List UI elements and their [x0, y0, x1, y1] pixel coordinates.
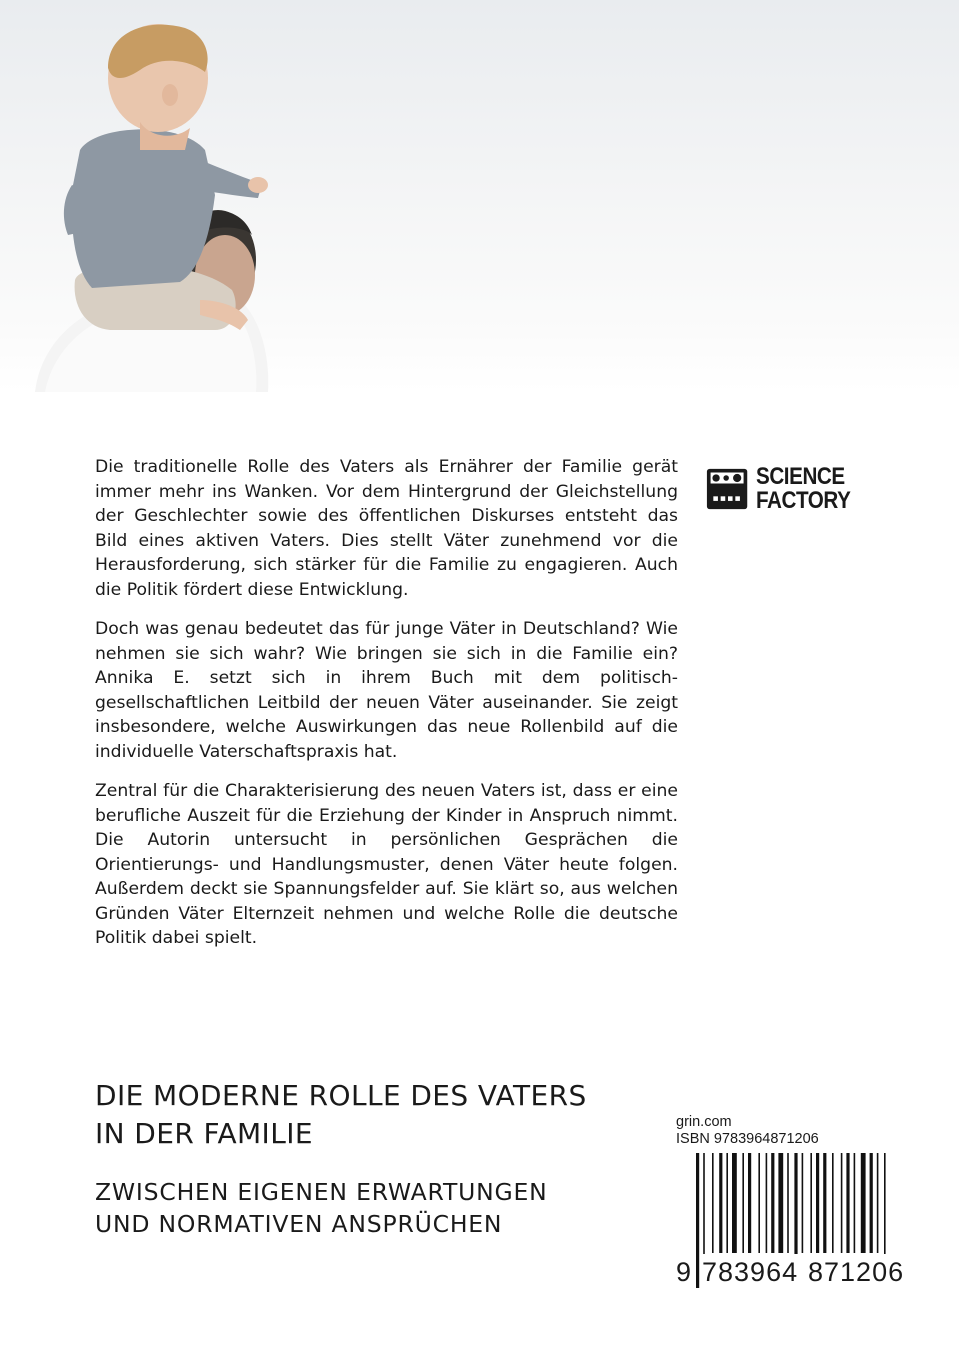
- barcode-bar: [841, 1153, 843, 1253]
- barcode-first-digit: 9: [676, 1254, 696, 1290]
- barcode-bar: [823, 1153, 826, 1253]
- science-factory-logo-icon: [706, 466, 748, 512]
- publisher-website: grin.com: [676, 1114, 732, 1130]
- logo-line-1: SCIENCE: [756, 463, 845, 490]
- barcode-bar: [732, 1153, 737, 1253]
- book-subtitle: [95, 1176, 655, 1240]
- barcode-bar: [748, 1153, 751, 1253]
- barcode-bar: [787, 1153, 789, 1253]
- publisher-logo: [706, 463, 866, 515]
- barcode-bar: [802, 1153, 804, 1253]
- barcode-bar: [742, 1153, 744, 1253]
- blurb-paragraph-2: Doch was genau bedeutet das für junge Väter in Deutschland? Wie nehmen sie sich wahr? Wie bringen sie sich in die Familie ein? Annika E. setzt sich in ihrem Buch mit dem politisch-gesellschaftlichen Leitbild der neuen Väter auseinander. Sie zeigt insbesondere, welche Auswirkungen das neue Rollenbild auf die individuelle Vaterschaftspraxis hat.: [95, 619, 678, 762]
- barcode-bar: [712, 1153, 714, 1253]
- barcode-bar: [778, 1153, 783, 1253]
- barcode-bar: [771, 1153, 774, 1253]
- subtitle-line-1: ZWISCHEN EIGENEN ERWARTUNGEN: [95, 1178, 548, 1206]
- barcode-digits: [676, 1254, 906, 1290]
- blurb-paragraph-1: Die traditionelle Rolle des Vaters als Ernährer der Familie gerät immer mehr ins Wanken. Vor dem Hintergrund der Gleichstellung der Geschlechter sowie des öffentlichen Diskurses entsteht das Bild eines aktiven Vaters. Dies stellt Väter zunehmend vor die Herausforderung, sich stärker für die Familie zu engagieren. Auch die Politik fördert diese Entwicklung.: [95, 457, 678, 600]
- barcode-digit-group-1: 783964: [702, 1254, 798, 1290]
- barcode-bar: [810, 1153, 812, 1253]
- barcode-bar: [877, 1153, 879, 1253]
- title-line-1: DIE MODERNE ROLLE DES VATERS: [95, 1079, 587, 1112]
- barcode-bar: [766, 1153, 768, 1253]
- barcode-bar: [816, 1153, 819, 1253]
- child-on-shoulders-illustration: [0, 0, 959, 392]
- cover-photo: [0, 0, 959, 392]
- subtitle-line-2: UND NORMATIVEN ANSPRÜCHEN: [95, 1210, 503, 1238]
- barcode-digit-group-2: 871206: [808, 1254, 904, 1290]
- barcode-bar: [832, 1153, 834, 1253]
- barcode-bar: [861, 1153, 866, 1253]
- barcode-bar: [846, 1153, 849, 1253]
- title-line-2: IN DER FAMILIE: [95, 1117, 313, 1150]
- barcode-bar: [758, 1153, 760, 1253]
- logo-wordmark: [756, 465, 850, 513]
- book-title: [95, 1077, 655, 1153]
- blurb-paragraph-3: Zentral für die Charakterisierung des neuen Vaters ist, dass er eine berufliche Auszeit für die Erziehung der Kinder in Anspruch nimmt. Die Autorin untersucht in persönlichen Gesprächen die Orientierungs- und Handlungsmuster, denen Väter heute folgen. Außerdem deckt sie Spannungsfelder auf. Sie klärt so, aus welchen Gründen Väter Elternzeit nehmen und welche Rolle die deutsche Politik dabei spielt.: [95, 781, 678, 948]
- barcode-bar: [726, 1153, 728, 1253]
- barcode-bar: [854, 1153, 856, 1253]
- logo-line-2: FACTORY: [756, 487, 851, 514]
- isbn-block: [676, 1114, 906, 1148]
- barcode-bar: [870, 1153, 873, 1253]
- blurb-text: [95, 455, 678, 966]
- isbn-label: ISBN 9783964871206: [676, 1131, 819, 1147]
- barcode-bar: [719, 1153, 722, 1253]
